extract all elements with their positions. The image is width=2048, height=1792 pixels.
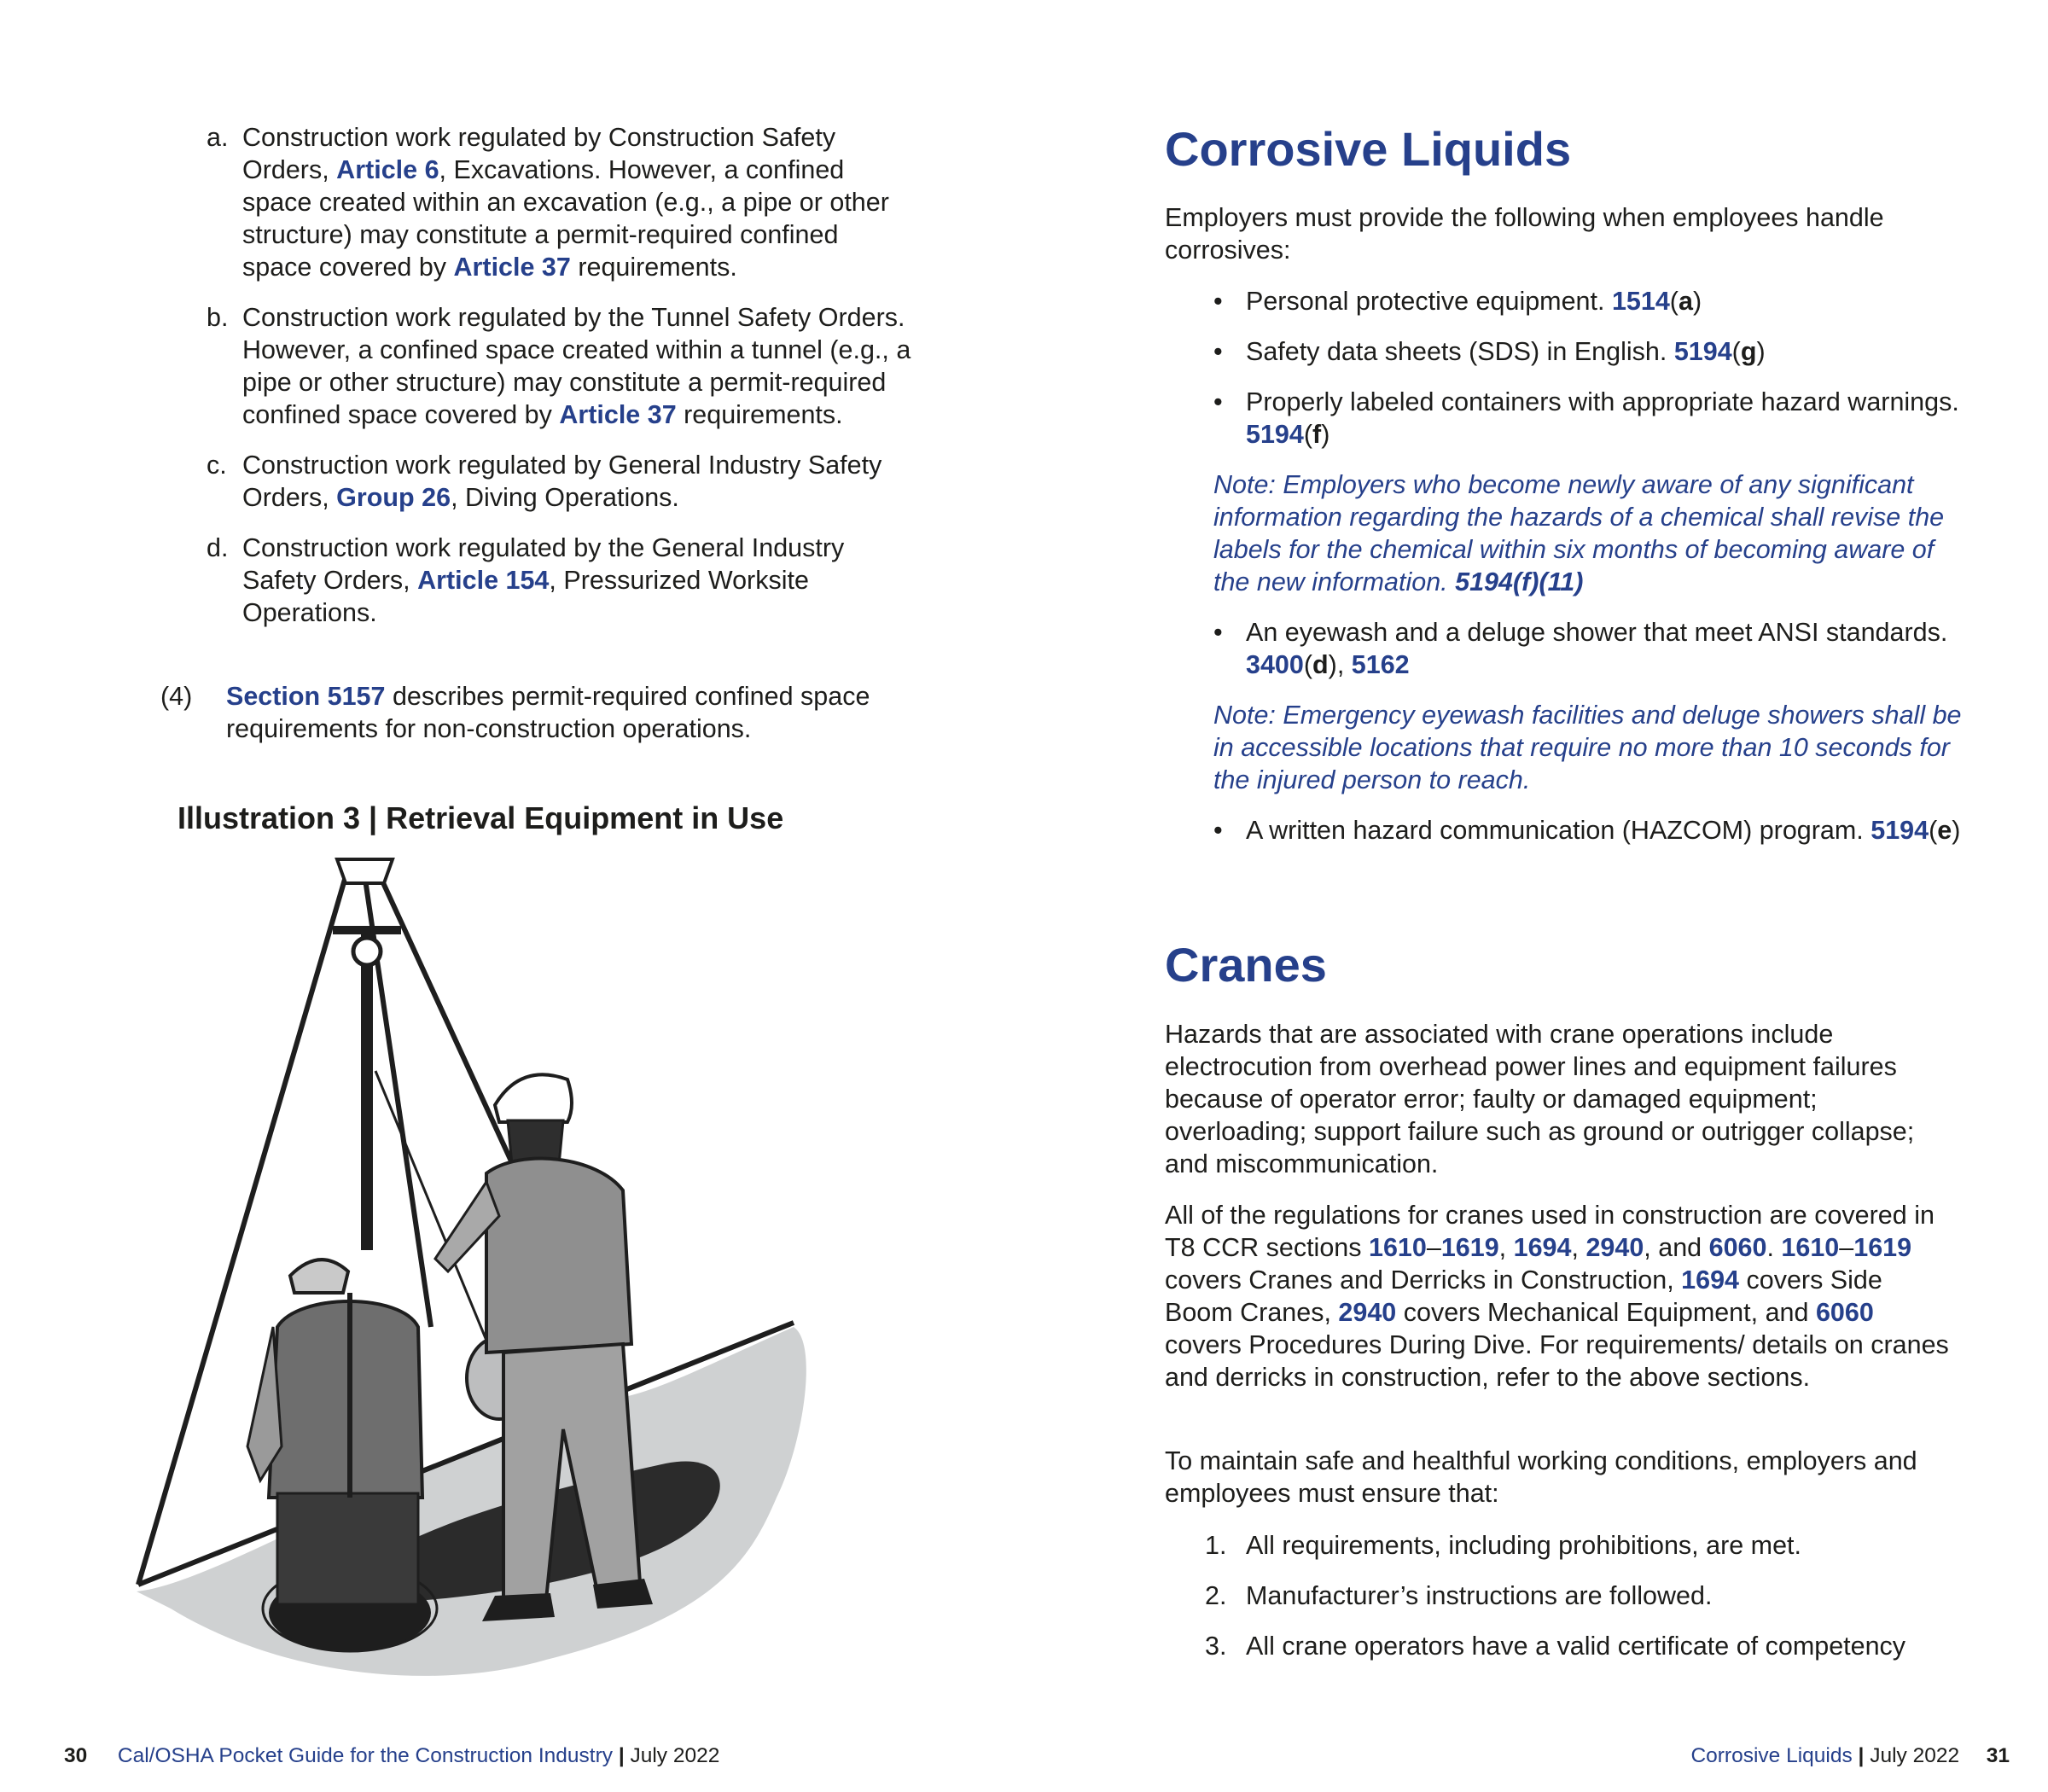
footer-left <box>64 1743 719 1769</box>
regulation-link[interactable]: 6060 <box>1815 1298 1874 1327</box>
body-text: , and <box>1644 1233 1709 1262</box>
body-text: ) <box>1321 420 1330 449</box>
body-text: ( <box>1669 287 1679 316</box>
regulation-link[interactable]: Article 37 <box>559 400 677 429</box>
page-number-left: 30 <box>64 1744 88 1767</box>
bullet-text <box>1246 285 1702 317</box>
bullet-icon: • <box>1213 387 1223 416</box>
regulation-link[interactable]: Article 37 <box>453 253 571 282</box>
emphasis-text: a <box>1678 287 1693 316</box>
regulation-link[interactable]: 1619 <box>1440 1233 1499 1262</box>
body-text: ) <box>1692 287 1702 316</box>
body-text: ), <box>1328 650 1352 679</box>
note <box>1213 468 1964 598</box>
tripod-head <box>337 859 393 883</box>
footer-publication-title: Cal/OSHA Pocket Guide for the Construction Industry <box>117 1744 613 1767</box>
bullet-text <box>1246 814 1960 847</box>
heading-corrosive-liquids: Corrosive Liquids <box>1165 122 1572 176</box>
bullet-text <box>1246 616 1964 681</box>
bullet-icon: • <box>1213 287 1223 316</box>
list-item-text <box>226 680 928 745</box>
body-text: , <box>1571 1233 1586 1262</box>
cranes-requirements-list <box>1205 1529 1973 1680</box>
emphasis-text: e <box>1937 816 1952 845</box>
footer-separator: | <box>1858 1744 1865 1767</box>
bullet-item <box>1213 814 1964 847</box>
list-item-text <box>242 532 915 629</box>
body-text: Construction work regulated by Construction Safety Orders, <box>242 123 836 184</box>
regulation-link[interactable]: 3400 <box>1246 650 1304 679</box>
cranes-paragraph-regulations <box>1165 1199 1950 1393</box>
bullet-text <box>1246 335 1766 368</box>
bullet-icon: • <box>1213 816 1223 845</box>
footer-section-title: Corrosive Liquids <box>1690 1744 1853 1767</box>
body-text: Construction work regulated by General Industry Safety Orders, <box>242 451 882 512</box>
regulation-link[interactable]: Group 26 <box>336 483 451 512</box>
list-item <box>207 121 915 283</box>
body-text: Construction work regulated by the Tunnel Safety Orders. However, a confined space created within a tunnel (e.g., a pipe or other structure) may constitute a permit-required confined space covered by <box>242 303 911 429</box>
pulley <box>353 938 381 965</box>
regulation-link[interactable]: 1514 <box>1611 287 1670 316</box>
regulation-link[interactable]: Article 154 <box>417 566 550 595</box>
bullet-item <box>1213 386 1964 451</box>
cranes-paragraph-hazards: Hazards that are associated with crane operations include electrocution from overhead power lines and equipment failures because of operator error; faulty or damaged equipment; overloading; support failure such as ground or outrigger collapse; and miscommunication. <box>1165 1020 1915 1178</box>
body-text: ( <box>1303 420 1313 449</box>
right-page <box>1024 0 2048 1792</box>
body-text: Properly labeled containers with appropriate hazard warnings. <box>1246 387 1959 416</box>
footer-date: July 2022 <box>1870 1744 1960 1767</box>
body-text: covers Procedures During Dive. For requirements/ details on cranes and derricks in construction, refer to the above sections. <box>1165 1330 1949 1392</box>
body-text: , Diving Operations. <box>451 483 679 512</box>
numbered-item <box>1205 1529 1973 1562</box>
illustration-title: Illustration 3 | Retrieval Equipment in Use <box>177 800 784 835</box>
regulation-link[interactable]: 6060 <box>1708 1233 1767 1262</box>
footer-separator: | <box>618 1744 625 1767</box>
list-item-text: All crane operators have a valid certificate of competency <box>1246 1632 1906 1661</box>
list-marker: d. <box>207 533 229 562</box>
body-text: , Excavations. However, a confined space created within an excavation (e.g., a pipe or other structure) may constitute a permit-required confined space covered by <box>242 155 889 282</box>
body-text: , <box>1498 1233 1514 1262</box>
bullet-item <box>1213 335 1964 368</box>
body-text: Construction work regulated by the General Industry Safety Orders, <box>242 533 845 595</box>
regulation-link[interactable]: 2940 <box>1338 1298 1397 1327</box>
regulation-link[interactable]: 1694 <box>1681 1265 1740 1295</box>
list-marker: 2. <box>1205 1581 1227 1610</box>
numbered-item <box>1205 1630 1973 1662</box>
body-text: – <box>1839 1233 1854 1262</box>
regulation-link[interactable]: 1610 <box>1781 1233 1840 1262</box>
corrosive-intro: Employers must provide the following when employees handle corrosives: <box>1165 203 1884 265</box>
body-text: ( <box>1303 650 1313 679</box>
body-text: , Pressurized Worksite Operations. <box>242 566 809 627</box>
numbered-item <box>1205 1580 1973 1612</box>
list-item-text: All requirements, including prohibitions, are met. <box>1246 1531 1801 1560</box>
body-text: Safety data sheets (SDS) in English. <box>1246 337 1674 366</box>
body-text: covers Cranes and Derricks in Construction, <box>1165 1265 1682 1295</box>
note <box>1213 699 1964 796</box>
regulation-link[interactable]: 5194 <box>1246 420 1304 449</box>
bullet-item <box>1213 285 1964 317</box>
body-text: requirements. <box>676 400 843 429</box>
regulation-link[interactable]: 2940 <box>1585 1233 1644 1262</box>
body-text: – <box>1426 1233 1441 1262</box>
body-text: An eyewash and a deluge shower that meet ANSI standards. <box>1246 618 1948 647</box>
list-marker: a. <box>207 123 229 152</box>
list-item <box>207 301 915 431</box>
regulation-link[interactable]: Article 6 <box>336 155 439 184</box>
list-marker: (4) <box>160 682 193 711</box>
bullet-text <box>1246 386 1964 451</box>
body-text: ) <box>1952 816 1961 845</box>
regulation-link[interactable]: Section 5157 <box>226 682 386 711</box>
body-text: . <box>1766 1233 1782 1262</box>
bullet-icon: • <box>1213 618 1223 647</box>
list-item <box>207 532 915 629</box>
list-marker: 3. <box>1205 1632 1227 1661</box>
list-item-text <box>242 301 915 431</box>
list-item-text: Manufacturer’s instructions are followed. <box>1246 1581 1713 1610</box>
retrieval-equipment-illustration <box>119 849 819 1685</box>
body-text: describes permit-required confined space requirements for non-construction operations. <box>226 682 870 743</box>
emphasis-text: d <box>1312 650 1329 679</box>
bullet-item <box>1213 616 1964 681</box>
regulation-link[interactable]: 5194 <box>1871 816 1929 845</box>
exemption-list <box>207 121 915 647</box>
list-item-text <box>242 121 915 283</box>
body-text: A written hazard communication (HAZCOM) program. <box>1246 816 1871 845</box>
list-marker: c. <box>207 451 227 480</box>
regulation-link[interactable]: 1694 <box>1513 1233 1572 1262</box>
regulation-link[interactable]: 5162 <box>1351 650 1410 679</box>
corrosive-requirements-list <box>1213 285 1964 864</box>
body-text: All of the regulations for cranes used in construction are covered in T8 CCR sections <box>1165 1201 1935 1262</box>
emphasis-text: 5194(f)(11) <box>1455 567 1584 596</box>
emphasis-text: f <box>1312 420 1322 449</box>
cranes-paragraph-ensure: To maintain safe and healthful working conditions, employers and employees must ensure that: <box>1165 1446 1917 1508</box>
body-text: covers Mechanical Equipment, and <box>1396 1298 1816 1327</box>
body-text: covers Side Boom Cranes, <box>1165 1265 1882 1327</box>
footer-right <box>1690 1743 2010 1769</box>
footer-date: July 2022 <box>630 1744 720 1767</box>
regulation-link[interactable]: 1610 <box>1368 1233 1427 1262</box>
body-text: requirements. <box>570 253 737 282</box>
emphasis-text: g <box>1740 337 1757 366</box>
body-text: Note: Employers who become newly aware of any significant information regarding the hazards of a chemical shall revise the labels for the chemical within six months of becoming aware of the new information. <box>1213 470 1945 596</box>
regulation-link[interactable]: 5194 <box>1673 337 1732 366</box>
list-marker: b. <box>207 303 229 332</box>
list-marker: 1. <box>1205 1531 1227 1560</box>
page-number-right: 31 <box>1986 1744 2010 1767</box>
body-text: Personal protective equipment. <box>1246 287 1612 316</box>
list-item <box>207 449 915 514</box>
bullet-icon: • <box>1213 337 1223 366</box>
body-text: ( <box>1929 816 1938 845</box>
list-item-4 <box>160 680 928 745</box>
body-text: Note: Emergency eyewash facilities and deluge showers shall be in accessible locations that require no more than 10 seconds for the injured person to reach. <box>1213 701 1962 794</box>
body-text: ( <box>1731 337 1741 366</box>
list-item-text <box>242 449 915 514</box>
body-text: ) <box>1756 337 1766 366</box>
heading-cranes: Cranes <box>1165 938 1327 992</box>
regulation-link[interactable]: 1619 <box>1853 1233 1912 1262</box>
